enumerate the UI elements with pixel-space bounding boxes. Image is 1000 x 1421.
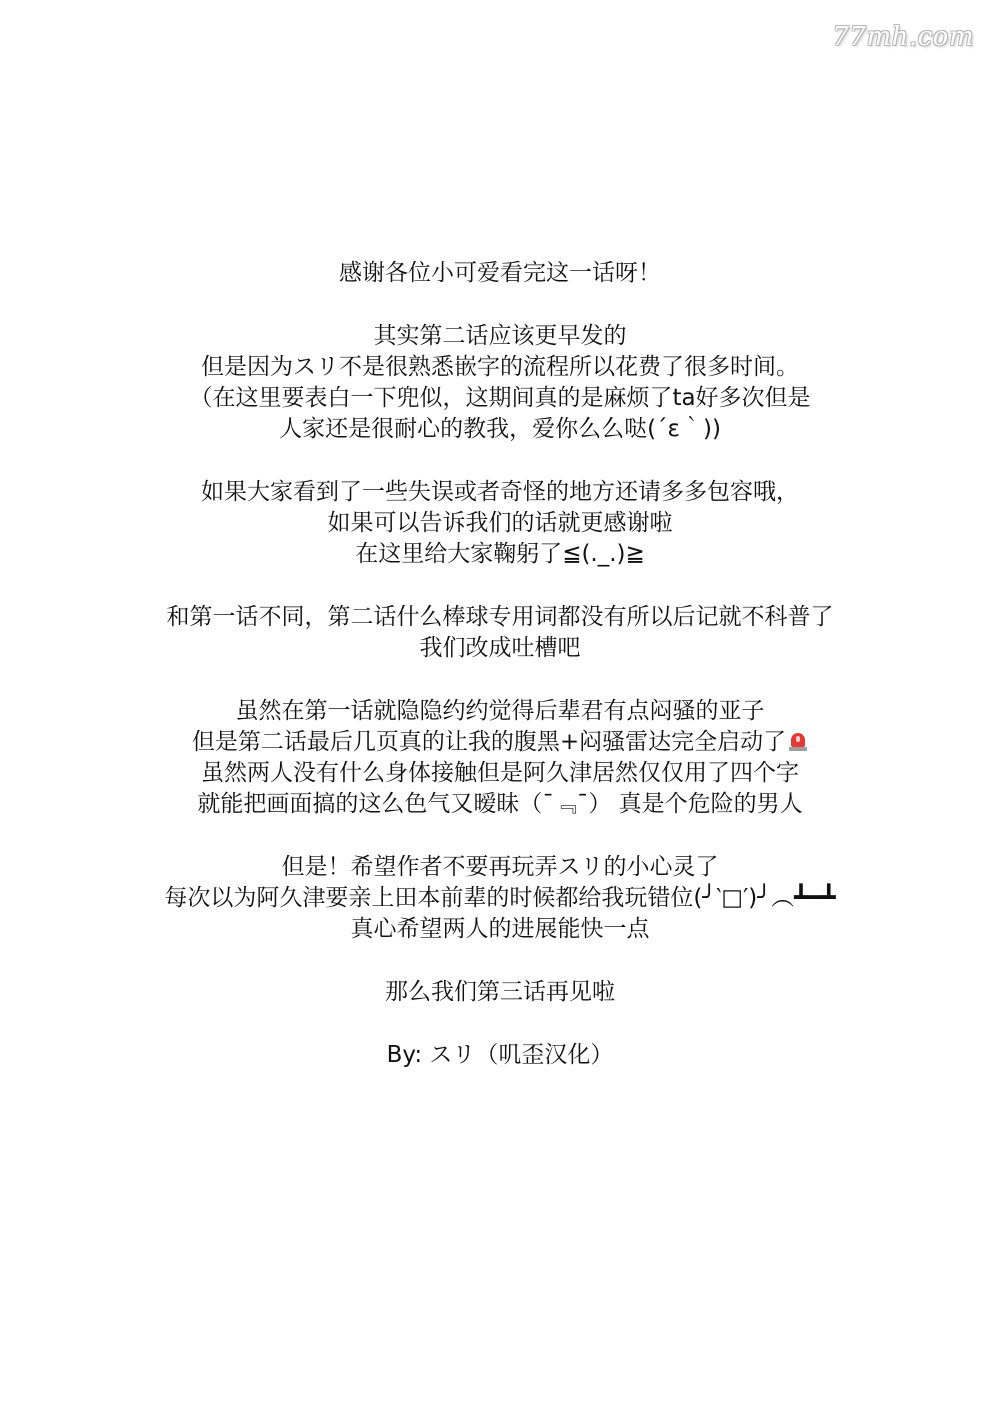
watermark: 77mh.com (832, 22, 974, 52)
text-line: 虽然在第一话就隐隐约约觉得后辈君有点闷骚的亚子 (235, 698, 765, 724)
commentary-paragraph (0, 696, 1000, 820)
text-line-with-icon (0, 727, 1000, 758)
text-line: 虽然两人没有什么身体接触但是阿久津居然仅仅用了四个字 (201, 760, 799, 786)
text-line: 真心希望两人的进展能快一点 (350, 916, 650, 942)
text-line: 那么我们第三话再见啦 (385, 979, 615, 1005)
text-line: 我们改成吐槽吧 (419, 635, 581, 661)
delay-explanation-paragraph (0, 321, 1000, 445)
format-change-paragraph (0, 602, 1000, 664)
afterword-text (0, 258, 1000, 1071)
text-line: 但是！希望作者不要再玩弄スリ的小心灵了 (281, 854, 719, 880)
text-line: 如果大家看到了一些失误或者奇怪的地方还请多多包容哦， (201, 479, 799, 505)
text-line: 在这里给大家鞠躬了≦(._.)≧ (355, 541, 645, 567)
text-line: 人家还是很耐心的教我，爱你么么哒(´ε｀)) (279, 416, 721, 442)
farewell-paragraph (0, 977, 1000, 1008)
wish-paragraph (0, 852, 1000, 945)
text-line: 其实第二话应该更早发的 (373, 323, 627, 349)
text-line: 感谢各位小可爱看完这一话呀！ (339, 260, 661, 286)
text-line: 每次以为阿久津要亲上田本前辈的时候都给我玩错位(╯‵□′)╯︵┻━┻ (164, 885, 836, 911)
text-line: 但是因为スリ不是很熟悉嵌字的流程所以花费了很多时间。 (201, 354, 799, 380)
text-line: 就能把画面搞的这么色气又暧昧（¯﹃¯） 真是个危险的男人 (197, 791, 803, 817)
text-line: 如果可以告诉我们的话就更感谢啦 (327, 510, 673, 536)
text-line: （在这里要表白一下兜似，这期间真的是麻烦了ta好多次但是 (189, 385, 811, 411)
signature: By: スリ（叽歪汉化） (386, 1042, 614, 1068)
apology-paragraph (0, 477, 1000, 570)
greeting-paragraph (0, 258, 1000, 289)
text-line: 和第一话不同，第二话什么棒球专用词都没有所以后记就不科普了 (166, 604, 834, 630)
police-light-icon (788, 731, 808, 751)
text-line: 但是第二话最后几页真的让我的腹黑+闷骚雷达完全启动了 (191, 729, 787, 755)
